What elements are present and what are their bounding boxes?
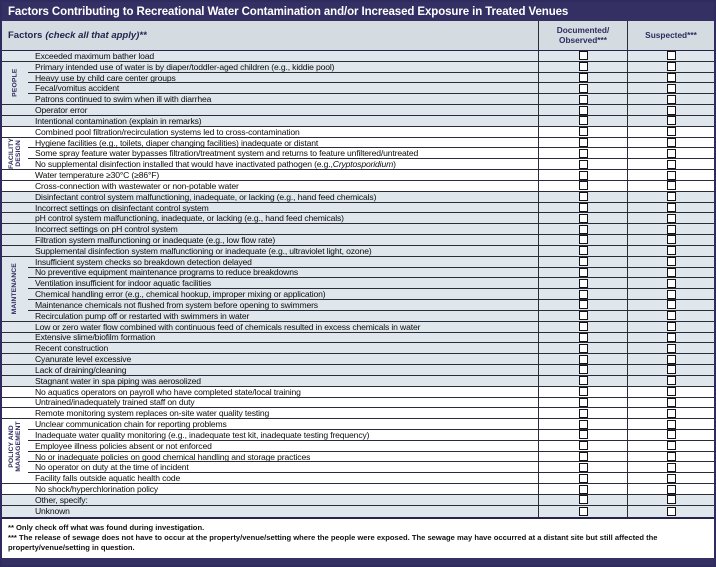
suspected-cell: [627, 506, 714, 517]
documented-checkbox[interactable]: [579, 181, 588, 190]
suspected-checkbox[interactable]: [667, 127, 676, 136]
documented-checkbox[interactable]: [579, 376, 588, 385]
suspected-cell: [627, 376, 714, 386]
suspected-cell: [627, 473, 714, 483]
suspected-checkbox[interactable]: [667, 387, 676, 396]
factor-label: Fecal/vomitus accident: [35, 83, 120, 94]
section-label-facility: FACILITY DESIGN: [2, 138, 28, 170]
documented-cell: [538, 278, 627, 288]
documented-cell: [538, 257, 627, 267]
factor-label: Heavy use by child care center groups: [35, 72, 176, 83]
table-row: [2, 354, 714, 365]
documented-checkbox[interactable]: [579, 246, 588, 255]
suspected-cell: [627, 300, 714, 310]
table-row: [2, 268, 714, 279]
suspected-cell: [627, 235, 714, 245]
table-row: [2, 51, 714, 62]
suspected-cell: [627, 430, 714, 440]
suspected-cell: [627, 73, 714, 83]
table-row: [2, 127, 714, 138]
suspected-checkbox[interactable]: [667, 171, 676, 180]
suspected-checkbox[interactable]: [667, 214, 676, 223]
table-row: [2, 289, 714, 300]
documented-checkbox[interactable]: [579, 300, 588, 309]
documented-header-line1: Documented/: [556, 24, 610, 35]
factor-label: No shock/hyperchlorination policy: [35, 484, 159, 494]
suspected-cell: [627, 192, 714, 202]
suspected-cell: [627, 322, 714, 332]
documented-checkbox[interactable]: [579, 485, 588, 494]
suspected-cell: [627, 138, 714, 148]
table-row: [2, 224, 714, 235]
documented-checkbox[interactable]: [579, 441, 588, 450]
table-row: [2, 376, 714, 387]
suspected-checkbox[interactable]: [667, 106, 676, 115]
documented-checkbox[interactable]: [579, 235, 588, 244]
documented-checkbox[interactable]: [579, 106, 588, 115]
documented-checkbox[interactable]: [579, 495, 588, 504]
factor-label: No supplemental disinfection installed that would have inactivated pathogen (e.g., Cryptosporidium ): [35, 159, 396, 170]
factor-label: pH control system malfunctioning, inadequate, or lacking (e.g., hand feed chemicals): [35, 213, 344, 224]
suspected-checkbox[interactable]: [667, 365, 676, 374]
documented-checkbox[interactable]: [579, 355, 588, 364]
factor-label: Intentional contamination (explain in remarks): [35, 115, 202, 126]
suspected-checkbox[interactable]: [667, 311, 676, 320]
suspected-checkbox[interactable]: [667, 485, 676, 494]
suspected-cell: [627, 311, 714, 321]
documented-checkbox[interactable]: [579, 430, 588, 439]
documented-cell: [538, 83, 627, 93]
factor-label: Maintenance chemicals not flushed from system before opening to swimmers: [35, 300, 318, 310]
documented-cell: [538, 419, 627, 429]
documented-cell: [538, 127, 627, 137]
table-row: [2, 398, 714, 409]
table-row: [2, 387, 714, 398]
documented-cell: [538, 213, 627, 223]
table-row: [2, 83, 714, 94]
table-row: [2, 246, 714, 257]
documented-cell: [538, 430, 627, 440]
documented-checkbox[interactable]: [579, 171, 588, 180]
suspected-cell: [627, 289, 714, 299]
documented-checkbox[interactable]: [579, 257, 588, 266]
suspected-checkbox[interactable]: [667, 62, 676, 71]
suspected-cell: [627, 246, 714, 256]
suspected-cell: [627, 495, 714, 505]
factor-label: Hygiene facilities (e.g., toilets, diaper changing facilities) inadequate or distant: [35, 137, 319, 148]
documented-cell: [538, 105, 627, 115]
suspected-header-line: Suspected***: [645, 29, 697, 40]
table-row: [2, 62, 714, 73]
documented-cell: [538, 224, 627, 234]
documented-cell: [538, 300, 627, 310]
documented-checkbox[interactable]: [579, 333, 588, 342]
suspected-checkbox[interactable]: [667, 138, 676, 147]
suspected-checkbox[interactable]: [667, 420, 676, 429]
table-row: [2, 495, 714, 506]
factor-label: Unclear communication chain for reporting problems: [35, 419, 227, 429]
documented-cell: [538, 365, 627, 375]
suspected-cell: [627, 257, 714, 267]
factor-label: Incorrect settings on pH control system: [35, 224, 178, 235]
suspected-cell: [627, 452, 714, 462]
suspected-checkbox[interactable]: [667, 84, 676, 93]
suspected-checkbox[interactable]: [667, 160, 676, 169]
suspected-cell: [627, 181, 714, 191]
suspected-cell: [627, 127, 714, 137]
factors-table: [2, 21, 714, 519]
suspected-checkbox[interactable]: [667, 409, 676, 418]
factors-column-header: [2, 21, 538, 50]
factor-label: Ventilation insufficient for indoor aquatic facilities: [35, 278, 212, 289]
factor-label: Lack of draining/cleaning: [35, 365, 127, 375]
factor-label: Supplemental disinfection system malfunctioning or inadequate (e.g., ultraviolet light, ozone): [35, 245, 372, 256]
suspected-cell: [627, 116, 714, 126]
table-row: [2, 116, 714, 127]
suspected-checkbox[interactable]: [667, 290, 676, 299]
table-row: [2, 473, 714, 484]
documented-checkbox[interactable]: [579, 311, 588, 320]
documented-checkbox[interactable]: [579, 322, 588, 331]
documented-cell: [538, 94, 627, 104]
documented-checkbox[interactable]: [579, 127, 588, 136]
documented-checkbox[interactable]: [579, 268, 588, 277]
documented-cell: [538, 246, 627, 256]
table-row: [2, 462, 714, 473]
factors-header-bold: Factors: [8, 30, 43, 41]
suspected-cell: [627, 354, 714, 364]
documented-cell: [538, 506, 627, 517]
documented-cell: [538, 311, 627, 321]
suspected-checkbox[interactable]: [667, 355, 676, 364]
documented-checkbox[interactable]: [579, 225, 588, 234]
factor-label: Insufficient system checks so breakdown detection delayed: [35, 256, 252, 267]
factor-label: Some spray feature water bypasses filtration/treatment system and returns to feature unfiltered/untreated: [35, 148, 419, 159]
table-row: [2, 181, 714, 192]
suspected-checkbox[interactable]: [667, 441, 676, 450]
documented-checkbox[interactable]: [579, 507, 588, 516]
footnote-sewage: *** The release of sewage does not have to occur at the property/venue/setting where the people were exposed. The sewage may have occurred at a distant site but still affected the property/venue/setting in question.: [8, 532, 658, 553]
suspected-cell: [627, 387, 714, 397]
factor-label: Other, specify:: [35, 494, 88, 505]
documented-checkbox[interactable]: [579, 160, 588, 169]
documented-cell: [538, 181, 627, 191]
factor-label: Patrons continued to swim when ill with diarrhea: [35, 94, 212, 105]
suspected-checkbox[interactable]: [667, 51, 676, 60]
table-row: [2, 278, 714, 289]
suspected-checkbox[interactable]: [667, 430, 676, 439]
documented-cell: [538, 159, 627, 169]
documented-cell: [538, 73, 627, 83]
suspected-cell: [627, 441, 714, 451]
factor-label: Recirculation pump off or restarted with swimmers in water: [35, 310, 250, 321]
documented-checkbox[interactable]: [579, 452, 588, 461]
table-row: [2, 333, 714, 344]
factor-label: Remote monitoring system replaces on-site water quality testing: [35, 408, 270, 419]
bottom-accent-bar: [2, 558, 714, 565]
suspected-cell: [627, 333, 714, 343]
documented-cell: [538, 398, 627, 408]
suspected-checkbox[interactable]: [667, 398, 676, 407]
documented-cell: [538, 322, 627, 332]
documented-column-header: [538, 21, 627, 50]
documented-cell: [538, 484, 627, 494]
documented-cell: [538, 441, 627, 451]
table-row: [2, 452, 714, 463]
suspected-checkbox[interactable]: [667, 181, 676, 190]
suspected-cell: [627, 408, 714, 418]
suspected-checkbox[interactable]: [667, 257, 676, 266]
suspected-column-header: [627, 21, 714, 50]
documented-checkbox[interactable]: [579, 84, 588, 93]
table-row: [2, 257, 714, 268]
documented-cell: [538, 192, 627, 202]
suspected-cell: [627, 83, 714, 93]
table-row: [2, 203, 714, 214]
factor-label: Facility falls outside aquatic health code: [35, 473, 181, 484]
suspected-cell: [627, 278, 714, 288]
documented-checkbox[interactable]: [579, 290, 588, 299]
suspected-cell: [627, 94, 714, 104]
documented-checkbox[interactable]: [579, 51, 588, 60]
suspected-checkbox[interactable]: [667, 73, 676, 82]
table-body: [2, 51, 714, 517]
suspected-checkbox[interactable]: [667, 322, 676, 331]
factor-label: Cyanurate level excessive: [35, 354, 132, 365]
suspected-checkbox[interactable]: [667, 376, 676, 385]
documented-cell: [538, 203, 627, 213]
documented-cell: [538, 473, 627, 483]
factor-label: Incorrect settings on disinfectant control system: [35, 202, 209, 213]
section-label-maintenance: MAINTENANCE: [2, 257, 28, 321]
documented-checkbox[interactable]: [579, 365, 588, 374]
documented-cell: [538, 333, 627, 343]
factor-label: Exceeded maximum bather load: [35, 51, 155, 61]
documented-cell: [538, 408, 627, 418]
suspected-checkbox[interactable]: [667, 474, 676, 483]
suspected-cell: [627, 462, 714, 472]
table-header-row: [2, 21, 714, 51]
documented-cell: [538, 343, 627, 353]
factors-header-italic: (check all that apply)**: [45, 30, 147, 41]
documented-checkbox[interactable]: [579, 279, 588, 288]
documented-checkbox[interactable]: [579, 409, 588, 418]
documented-cell: [538, 51, 627, 61]
suspected-cell: [627, 105, 714, 115]
table-row: [2, 213, 714, 224]
documented-checkbox[interactable]: [579, 420, 588, 429]
documented-cell: [538, 462, 627, 472]
table-row: [2, 506, 714, 517]
suspected-checkbox[interactable]: [667, 235, 676, 244]
factor-label: Disinfectant control system malfunctioning, inadequate, or lacking (e.g., hand feed chemicals): [35, 191, 377, 202]
table-row: [2, 170, 714, 181]
factor-label: Untrained/inadequately trained staff on duty: [35, 397, 195, 408]
documented-checkbox[interactable]: [579, 73, 588, 82]
documented-cell: [538, 268, 627, 278]
suspected-cell: [627, 365, 714, 375]
suspected-checkbox[interactable]: [667, 203, 676, 212]
factor-label: Cross-connection with wastewater or non-potable water: [35, 180, 239, 191]
documented-checkbox[interactable]: [579, 116, 588, 125]
suspected-checkbox[interactable]: [667, 300, 676, 309]
suspected-cell: [627, 203, 714, 213]
documented-cell: [538, 289, 627, 299]
documented-checkbox[interactable]: [579, 138, 588, 147]
factor-label: Unknown: [35, 506, 70, 517]
factor-label: Inadequate water quality monitoring (e.g., inadequate test kit, inadequate testing frequency): [35, 429, 370, 440]
documented-cell: [538, 376, 627, 386]
suspected-cell: [627, 159, 714, 169]
table-row: [2, 94, 714, 105]
documented-cell: [538, 452, 627, 462]
suspected-cell: [627, 170, 714, 180]
suspected-cell: [627, 268, 714, 278]
suspected-checkbox[interactable]: [667, 246, 676, 255]
documented-checkbox[interactable]: [579, 95, 588, 104]
suspected-checkbox[interactable]: [667, 95, 676, 104]
table-row: [2, 441, 714, 452]
table-row: [2, 300, 714, 311]
suspected-checkbox[interactable]: [667, 192, 676, 201]
factor-label: No preventive equipment maintenance programs to reduce breakdowns: [35, 267, 299, 278]
factor-label: Operator error: [35, 105, 88, 115]
suspected-checkbox[interactable]: [667, 116, 676, 125]
factor-label: No or inadequate policies on good chemical handling and storage practices: [35, 451, 311, 462]
suspected-cell: [627, 62, 714, 72]
documented-header-line2: Observed***: [559, 34, 607, 45]
documented-cell: [538, 170, 627, 180]
documented-checkbox[interactable]: [579, 474, 588, 483]
suspected-checkbox[interactable]: [667, 279, 676, 288]
documented-cell: [538, 148, 627, 158]
suspected-checkbox[interactable]: [667, 225, 676, 234]
factor-label: Stagnant water in spa piping was aerosolized: [35, 375, 201, 386]
suspected-checkbox[interactable]: [667, 452, 676, 461]
suspected-cell: [627, 419, 714, 429]
table-row: [2, 235, 714, 246]
factor-label: Water temperature ≥30°C (≥86°F): [35, 170, 160, 180]
footnote-investigation: ** Only check off what was found during investigation.: [8, 522, 205, 532]
suspected-checkbox[interactable]: [667, 463, 676, 472]
table-row: [2, 430, 714, 441]
suspected-cell: [627, 51, 714, 61]
factor-label: No aquatics operators on payroll who have completed state/local training: [35, 386, 301, 397]
factor-label: Chemical handling error (e.g., chemical hookup, improper mixing or application): [35, 289, 326, 300]
section-label-people: PEOPLE: [2, 62, 28, 104]
table-row: [2, 365, 714, 376]
suspected-checkbox[interactable]: [667, 495, 676, 504]
suspected-cell: [627, 398, 714, 408]
suspected-checkbox[interactable]: [667, 507, 676, 516]
suspected-checkbox[interactable]: [667, 149, 676, 158]
suspected-checkbox[interactable]: [667, 344, 676, 353]
table-row: [2, 419, 714, 430]
documented-cell: [538, 354, 627, 364]
table-row: [2, 148, 714, 159]
documented-checkbox[interactable]: [579, 387, 588, 396]
factor-label: Extensive slime/biofilm formation: [35, 332, 156, 343]
table-row: [2, 343, 714, 354]
documented-cell: [538, 235, 627, 245]
suspected-checkbox[interactable]: [667, 268, 676, 277]
documented-cell: [538, 495, 627, 505]
table-row: [2, 73, 714, 84]
documented-cell: [538, 138, 627, 148]
table-row: [2, 322, 714, 333]
documented-checkbox[interactable]: [579, 344, 588, 353]
suspected-cell: [627, 484, 714, 494]
suspected-cell: [627, 343, 714, 353]
documented-checkbox[interactable]: [579, 62, 588, 71]
documented-checkbox[interactable]: [579, 214, 588, 223]
documented-checkbox[interactable]: [579, 192, 588, 201]
suspected-cell: [627, 148, 714, 158]
table-row: [2, 159, 714, 170]
documented-checkbox[interactable]: [579, 149, 588, 158]
suspected-cell: [627, 213, 714, 223]
documented-cell: [538, 387, 627, 397]
factor-label: Employee illness policies absent or not enforced: [35, 440, 212, 451]
documented-cell: [538, 116, 627, 126]
section-label-policy: POLICY AND MANAGEMENT: [2, 419, 28, 472]
documented-checkbox[interactable]: [579, 463, 588, 472]
factor-label: Combined pool filtration/recirculation systems led to cross-contamination: [35, 126, 300, 137]
table-row: [2, 192, 714, 203]
factor-label: No operator on duty at the time of incident: [35, 462, 189, 473]
factor-label: Low or zero water flow combined with continuous feed of chemicals resulted in excess chemicals in water: [35, 321, 421, 332]
table-row: [2, 484, 714, 495]
factor-label: Primary intended use of water is by diaper/toddler-aged children (e.g., kiddie pool): [35, 61, 335, 72]
footnotes: [2, 519, 714, 558]
documented-cell: [538, 62, 627, 72]
table-row: [2, 105, 714, 116]
table-row: [2, 408, 714, 419]
factor-label: Recent construction: [35, 343, 109, 354]
factor-label: Filtration system malfunctioning or inadequate (e.g., low flow rate): [35, 235, 276, 245]
table-row: [2, 138, 714, 149]
suspected-cell: [627, 224, 714, 234]
table-row: [2, 311, 714, 322]
form-title: Factors Contributing to Recreational Water Contamination and/or Increased Exposure in Treated Venues: [2, 2, 714, 21]
suspected-checkbox[interactable]: [667, 333, 676, 342]
documented-checkbox[interactable]: [579, 398, 588, 407]
documented-checkbox[interactable]: [579, 203, 588, 212]
